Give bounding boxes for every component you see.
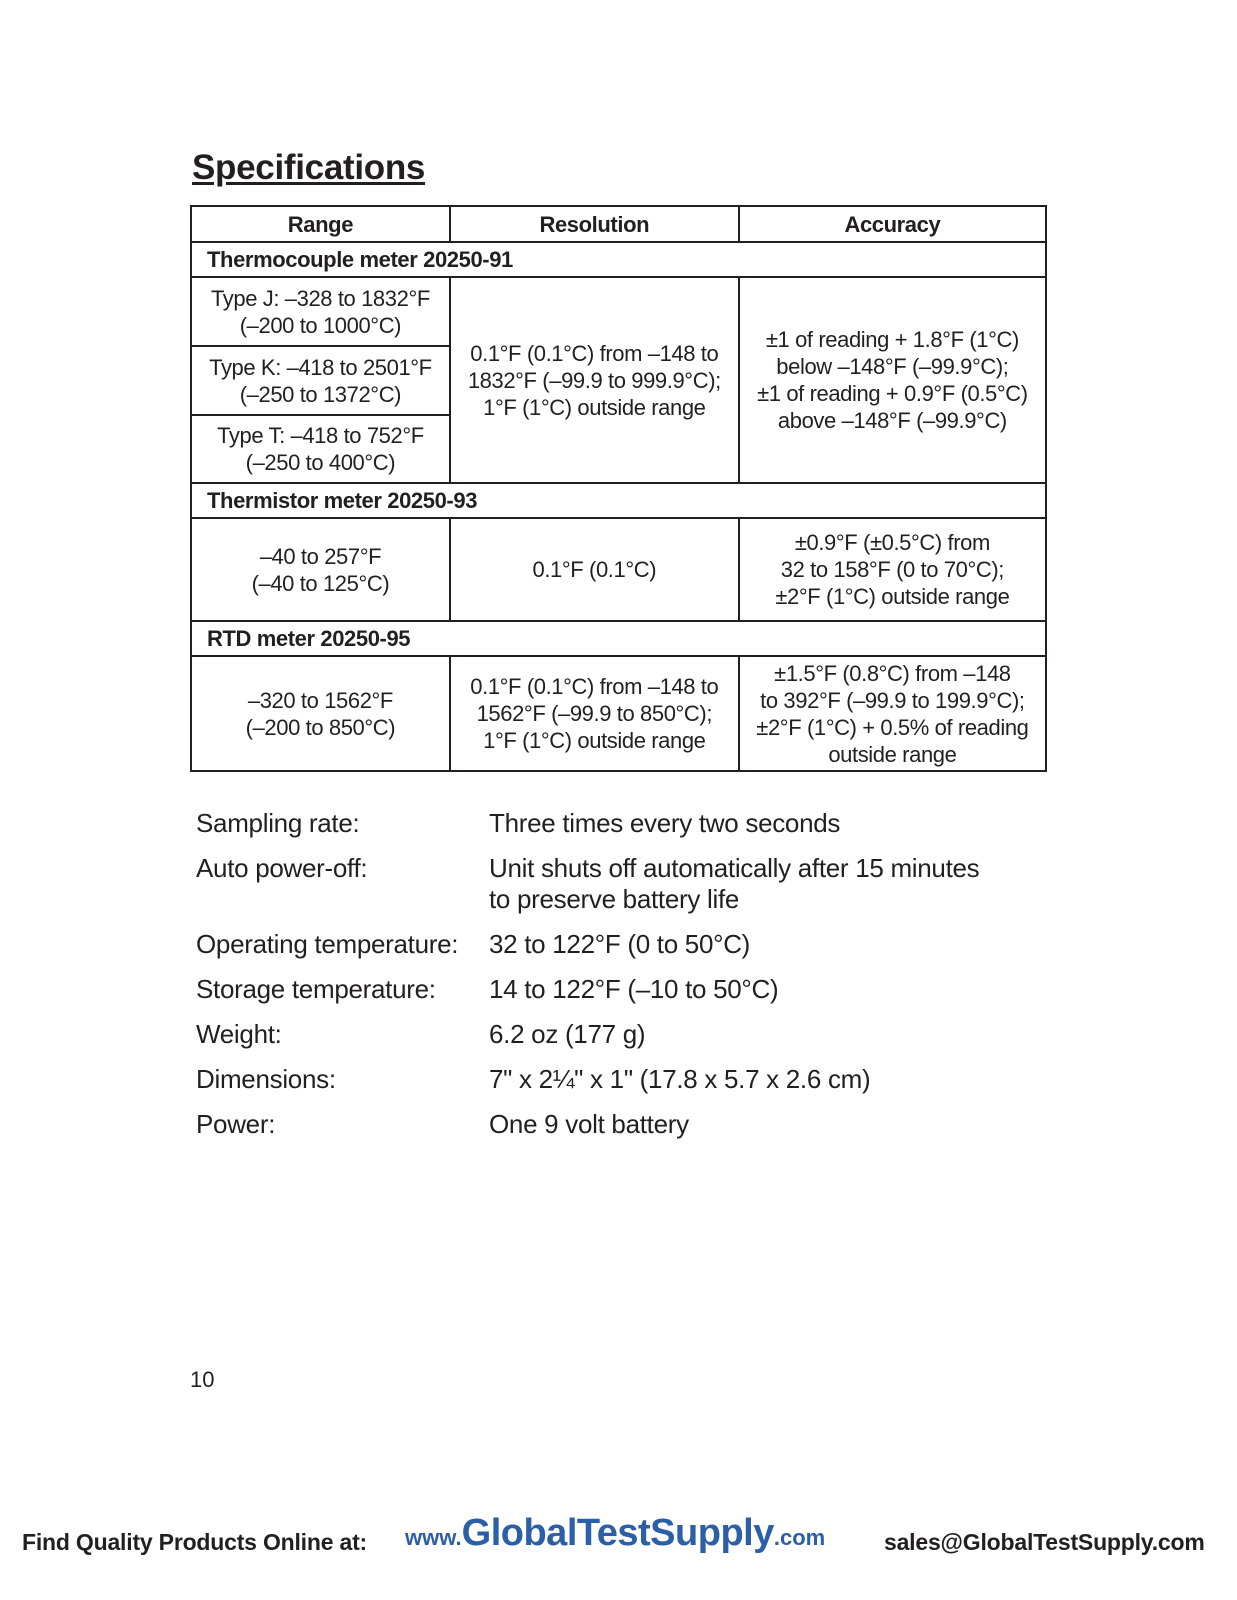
column-header-range: Range <box>191 206 450 242</box>
cell-line: 32 to 158°F (0 to 70°C); <box>780 557 1005 582</box>
spec-value-line: Three times every two seconds <box>489 808 841 838</box>
spec-value-line: 6.2 oz (177 g) <box>489 1019 646 1049</box>
section-row <box>191 242 1046 277</box>
accuracy-cell-thermistor <box>739 518 1046 621</box>
spec-row-operating-temperature <box>196 929 1049 960</box>
column-header-resolution: Resolution <box>450 206 739 242</box>
spec-row-power <box>196 1109 1049 1140</box>
spec-row-dimensions <box>196 1064 1049 1095</box>
footer-url-prefix: www. <box>405 1525 462 1550</box>
cell-line: to 392°F (–99.9 to 199.9°C); <box>760 687 1025 713</box>
cell-line: –320 to 1562°F <box>247 687 393 713</box>
cell-line: ±1.5°F (0.8°C) from –148 <box>774 660 1011 686</box>
cell-line: (–250 to 400°C) <box>245 450 396 475</box>
page-number: 10 <box>190 1367 215 1392</box>
spec-row-sampling-rate <box>196 808 1049 839</box>
table-row <box>191 656 1046 771</box>
spec-label: Weight: <box>196 1019 282 1049</box>
resolution-cell-thermocouple <box>450 277 739 483</box>
spec-value-line: 7" x 2¼" x 1" (17.8 x 5.7 x 2.6 cm) <box>489 1064 871 1094</box>
cell-line: ±1 of reading + 1.8°F (1°C) <box>765 327 1019 352</box>
footer-url-main: GlobalTestSupply <box>461 1512 774 1554</box>
spec-value <box>489 974 1049 1005</box>
spec-row-weight <box>196 1019 1049 1050</box>
cell-line: (–200 to 850°C) <box>245 714 396 740</box>
section-title-thermocouple: Thermocouple meter 20250-91 <box>191 242 1046 277</box>
section-title-rtd: RTD meter 20250-95 <box>191 621 1046 656</box>
footer-tagline: Find Quality Products Online at: <box>22 1529 368 1555</box>
spec-value <box>489 929 1049 960</box>
spec-row-auto-power-off <box>196 853 1049 915</box>
spec-label: Sampling rate: <box>196 808 360 838</box>
section-title-thermistor: Thermistor meter 20250-93 <box>191 483 1046 518</box>
range-cell-type-t <box>191 415 450 483</box>
cell-line: 1562°F (–99.9 to 850°C); <box>476 701 713 726</box>
cell-line: ±2°F (1°C) + 0.5% of reading <box>756 714 1029 740</box>
page-title: Specifications <box>192 148 426 187</box>
cell-line: Type T: –418 to 752°F <box>217 423 424 448</box>
column-header-accuracy: Accuracy <box>739 206 1046 242</box>
spec-label: Operating temperature: <box>196 929 459 959</box>
spec-value-line: to preserve battery life <box>489 884 740 914</box>
table-header-row <box>191 206 1046 242</box>
spec-label: Dimensions: <box>196 1064 336 1094</box>
general-specs-list <box>196 808 1049 1154</box>
cell-line: 1832°F (–99.9 to 999.9°C); <box>467 367 721 393</box>
spec-value <box>489 853 1049 915</box>
spec-row-storage-temperature <box>196 974 1049 1005</box>
spec-label: Storage temperature: <box>196 974 436 1004</box>
range-cell-type-k <box>191 346 450 415</box>
section-row <box>191 483 1046 518</box>
resolution-cell-thermistor <box>450 518 739 621</box>
resolution-cell-rtd <box>450 656 739 771</box>
cell-line: outside range <box>828 741 957 767</box>
spec-value <box>489 1019 1049 1050</box>
footer-website-link[interactable] <box>405 1512 825 1555</box>
spec-value <box>489 808 1049 839</box>
cell-line: (–200 to 1000°C) <box>239 312 402 338</box>
cell-line: 0.1°F (0.1°C) from –148 to <box>470 674 719 699</box>
cell-line: 1°F (1°C) outside range <box>483 394 706 420</box>
spec-value-line: One 9 volt battery <box>489 1109 689 1139</box>
cell-line: (–250 to 1372°C) <box>239 381 402 407</box>
range-cell-rtd <box>191 656 450 771</box>
range-cell-type-j <box>191 277 450 346</box>
cell-line: (–40 to 125°C) <box>251 570 390 596</box>
cell-line: Type K: –418 to 2501°F <box>209 354 432 380</box>
cell-line: 0.1°F (0.1°C) <box>532 557 657 582</box>
cell-line: ±1 of reading + 0.9°F (0.5°C) <box>757 381 1028 406</box>
spec-value <box>489 1064 1049 1095</box>
cell-line: above –148°F (–99.9°C) <box>777 408 1007 433</box>
cell-line: 0.1°F (0.1°C) from –148 to <box>470 340 719 366</box>
spec-label: Auto power-off: <box>196 853 368 883</box>
spec-value-line: 32 to 122°F (0 to 50°C) <box>489 929 751 959</box>
table-row <box>191 518 1046 621</box>
spec-value <box>489 1109 1049 1140</box>
accuracy-cell-rtd <box>739 656 1046 771</box>
cell-line: –40 to 257°F <box>259 543 382 569</box>
range-cell-thermistor <box>191 518 450 621</box>
accuracy-cell-thermocouple <box>739 277 1046 483</box>
spec-value-line: 14 to 122°F (–10 to 50°C) <box>489 974 779 1004</box>
footer-url-suffix: .com <box>773 1525 826 1550</box>
cell-line: ±2°F (1°C) outside range <box>775 584 1010 609</box>
section-row <box>191 621 1046 656</box>
spec-label: Power: <box>196 1109 276 1139</box>
cell-line: 1°F (1°C) outside range <box>483 728 706 753</box>
specifications-table <box>190 205 1047 772</box>
table-row <box>191 277 1046 346</box>
footer-email-link[interactable]: sales@GlobalTestSupply.com <box>884 1529 1205 1555</box>
cell-line: Type J: –328 to 1832°F <box>210 285 430 311</box>
cell-line: below –148°F (–99.9°C); <box>776 354 1009 379</box>
cell-line: ±0.9°F (±0.5°C) from <box>794 530 990 555</box>
spec-value-line: Unit shuts off automatically after 15 minutes <box>489 853 980 883</box>
